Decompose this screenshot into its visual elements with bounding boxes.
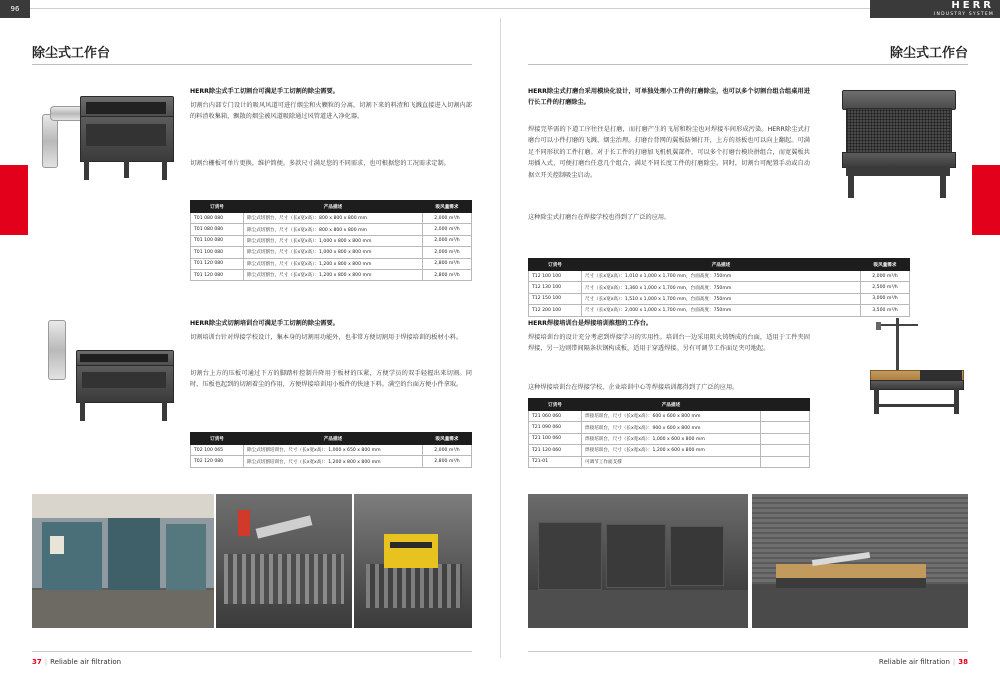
photo-grinding-benches-row (528, 494, 748, 628)
left-section1-para2: 切割台栅板可单片更换，维护简便。多款尺寸满足您的不同需求，也可根据您的工况需求定制。 (190, 160, 450, 167)
right-section1-para1: 焊接完毕需的下道工序往往是打磨，而打磨产生的飞屑和粉尘也对焊接车间形成污染。HERR除尘式打磨台可以小件打磨的飞溅、烟尘治理。打磨台背网的翼板防倾打开，上方的基板也可以向上翻起。可满足不同形状的工件打磨。对于长工件的打磨加飞机机翼部件，可以多个打磨台模块拼组合，而宽翼板共用插入式，可便打磨台任意几个组合，满足不同长度工件的打磨除尘。同时，切割台可配置手动或自动据立开关控制吸尘启动。 (528, 126, 810, 179)
product-image-grinding-bench (828, 84, 968, 204)
th-order-no: 订货号 (529, 259, 582, 271)
cell-description: 焊接培训台，尺寸（长x宽x高）：1,200 x 600 x 800 mm (582, 445, 761, 456)
page-header (0, 0, 1000, 18)
th-order-no: 订货号 (529, 399, 582, 411)
photo-workshop-booths (32, 494, 214, 628)
right-title-underline (528, 64, 968, 65)
th-order-no: 订货号 (191, 201, 244, 213)
cell-description: 除尘式切割台，尺寸（长x宽x高）：1,000 x 800 x 800 mm (244, 247, 423, 258)
cell-description: 尺寸（长x宽x高）：1,010 x 1,000 x 1,700 mm，台面高度：750mm (582, 271, 861, 282)
photo-clamp-device (354, 494, 472, 628)
cell-order-no: T01 080 080 (191, 224, 244, 235)
cell-order-no: T02 100 065 (191, 445, 244, 456)
right-section2-lead: HERR焊接培训台是焊接培训推想的工作台。 (528, 320, 653, 327)
cell-extra (761, 456, 810, 467)
cell-description: 除尘式切割台，尺寸（长x宽x高）：1,200 x 800 x 800 mm (244, 258, 423, 269)
th-description: 产品描述 (244, 433, 423, 445)
cell-description: 除尘式切割台，尺寸（长x宽x高）：1,000 x 800 x 800 mm (244, 235, 423, 246)
cell-order-no: T01 120 080 (191, 258, 244, 269)
table-row (191, 224, 472, 235)
cell-airflow: 2,000 m³/h (423, 213, 472, 224)
cell-order-no: T01 120 080 (191, 269, 244, 280)
cell-description: 焊接培训台，尺寸（长x宽x高）：900 x 600 x 800 mm (582, 422, 761, 433)
left-title-underline (32, 64, 472, 65)
cell-description: 除尘式切割台，尺寸（长x宽x高）：800 x 800 x 800 mm (244, 224, 423, 235)
table-row (529, 305, 910, 316)
cell-airflow: 3,500 m³/h (861, 305, 910, 316)
cell-extra (761, 422, 810, 433)
right-footer-text: Reliable air filtration (878, 658, 950, 666)
cell-description: 焊接培训台，尺寸（长x宽x高）：600 x 600 x 800 mm (582, 411, 761, 422)
left-page-title: 除尘式工作台 (32, 46, 111, 61)
photo-cutting-torch (216, 494, 352, 628)
brand-name: HERR (951, 0, 994, 11)
table-row (191, 213, 472, 224)
cell-order-no: T01 080 080 (191, 213, 244, 224)
product-image-welding-training-table (856, 318, 976, 438)
cell-description: 可调节工作面支撑 (582, 456, 761, 467)
cell-order-no: T12 100 100 (529, 271, 582, 282)
cell-airflow: 2,800 m³/h (423, 269, 472, 280)
right-footer-rule (528, 651, 968, 652)
cell-order-no: T21 090 060 (529, 422, 582, 433)
th-description: 产品描述 (582, 259, 861, 271)
cell-airflow: 2,800 m³/h (423, 258, 472, 269)
th-extra (761, 399, 810, 411)
cell-airflow: 2,000 m³/h (423, 445, 472, 456)
right-section1-para2: 这种除尘式打磨台在焊接学校也得到了广泛的应用。 (528, 214, 671, 221)
table-header-row (191, 433, 472, 445)
table-header-row (529, 399, 810, 411)
cell-airflow: 2,000 m³/h (423, 235, 472, 246)
th-description: 产品描述 (244, 201, 423, 213)
cell-order-no: T01 100 080 (191, 235, 244, 246)
red-tab-right (972, 165, 1000, 235)
left-section1-lead: HERR除尘式手工切割台可满足手工切割的除尘需要。 (190, 88, 339, 95)
table-header-row (191, 201, 472, 213)
right-footer: Reliable air filtration | 38 (878, 658, 968, 666)
th-order-no: 订货号 (191, 433, 244, 445)
table-row (529, 271, 910, 282)
cell-airflow: 2,000 m³/h (861, 271, 910, 282)
product-image-training-cutting-table (40, 310, 180, 430)
right-spec-table-1 (528, 258, 910, 317)
left-footer-rule (32, 651, 472, 652)
cell-extra (761, 433, 810, 444)
table-row (191, 235, 472, 246)
left-footer: 37 | Reliable air filtration (32, 658, 122, 666)
th-airflow: 吸风量需求 (861, 259, 910, 271)
left-page-number: 37 (32, 658, 42, 666)
cell-order-no: T12 200 100 (529, 305, 582, 316)
right-page-number: 38 (958, 658, 968, 666)
cell-order-no: T21 100 060 (529, 433, 582, 444)
table-row (529, 293, 910, 304)
table-row (529, 456, 810, 467)
cell-airflow: 2,000 m³/h (423, 224, 472, 235)
left-section2-para2: 切割台上方的压板可通过下方的脚踏杆控制升降用于板材的压紧，方便学员的双手轻握出来切割。同时，压板也起到的切割着尘的作用，方便焊接培训用小板件的快速下料。满空的台面方便小件拿取。 (190, 370, 472, 389)
header-page-mark: 96 (10, 5, 20, 13)
table-row (529, 282, 910, 293)
th-airflow: 吸风量需求 (423, 201, 472, 213)
cell-airflow: 2,000 m³/h (423, 247, 472, 258)
product-image-cutting-table (40, 80, 180, 190)
right-section1-lead: HERR除尘式打磨台采用模块化设计，可单独处理小工件的打磨除尘，也可以多个切割台组合组桌用进行长工件的打磨除尘。 (528, 88, 810, 107)
cell-extra (761, 411, 810, 422)
cell-description: 除尘式切割培训台，尺寸（长x宽x高）：1,000 x 650 x 800 mm (244, 445, 423, 456)
brand-subtitle: INDUSTRY SYSTEM (933, 12, 994, 17)
cell-order-no: T21-01 (529, 456, 582, 467)
table-row (529, 411, 810, 422)
cell-extra (761, 445, 810, 456)
cell-airflow: 3,000 m³/h (861, 293, 910, 304)
th-airflow: 吸风量需求 (423, 433, 472, 445)
table-row (191, 445, 472, 456)
table-row (191, 456, 472, 467)
cell-order-no: T02 120 080 (191, 456, 244, 467)
cell-order-no: T21 060 060 (529, 411, 582, 422)
cell-description: 除尘式切割台，尺寸（长x宽x高）：1,200 x 800 x 800 mm (244, 269, 423, 280)
cell-description: 焊接培训台，尺寸（长x宽x高）：1,000 x 600 x 800 mm (582, 433, 761, 444)
table-row (529, 433, 810, 444)
left-footer-text: Reliable air filtration (50, 658, 122, 666)
table-row (529, 445, 810, 456)
cell-order-no: T21 120 060 (529, 445, 582, 456)
cell-description: 除尘式切割台，尺寸（长x宽x高）：800 x 800 x 800 mm (244, 213, 423, 224)
cell-order-no: T12 130 100 (529, 282, 582, 293)
table-row (529, 422, 810, 433)
right-section2-para1: 焊接培训台的设计充分考虑到焊接学习的实用性。培训台一边采用阻火铸锈成的台面，适用于工件夹固焊接，另一边则带间隔条状钢构成板，适用于穿透焊接。另有可调节工作面足夹可地起。 (528, 334, 810, 353)
cell-airflow: 2,500 m³/h (861, 282, 910, 293)
cell-description: 除尘式切割培训台，尺寸（长x宽x高）：1,200 x 800 x 800 mm (244, 456, 423, 467)
cell-description: 尺寸（长x宽x高）：2,000 x 1,000 x 1,700 mm，台面高度：750mm (582, 305, 861, 316)
right-page-title: 除尘式工作台 (889, 46, 968, 61)
right-spec-table-2 (528, 398, 810, 468)
table-header-row (529, 259, 910, 271)
cell-description: 尺寸（长x宽x高）：1,360 x 1,000 x 1,700 mm，台面高度：750mm (582, 282, 861, 293)
cell-description: 尺寸（长x宽x高）：1,510 x 1,000 x 1,700 mm，台面高度：750mm (582, 293, 861, 304)
brand-logo (934, 1, 994, 18)
cell-order-no: T01 100 080 (191, 247, 244, 258)
cell-airflow: 2,800 m³/h (423, 456, 472, 467)
header-rule (30, 8, 870, 9)
left-section2-lead: HERR除尘式切割培训台可满足手工切割的除尘需要。 (190, 320, 339, 327)
table-row (191, 247, 472, 258)
table-row (191, 269, 472, 280)
left-spec-table-1 (190, 200, 472, 281)
left-spec-table-2 (190, 432, 472, 468)
left-section2-para1: 切割培训台针对焊接学校设计，集本身的切割用功能外，也非常方便切割用于焊接培训的板材小料。 (190, 334, 463, 341)
photo-welding-training-station (752, 494, 968, 628)
cell-order-no: T12 150 100 (529, 293, 582, 304)
page-spine (500, 18, 501, 658)
red-tab-left (0, 165, 28, 235)
left-section1-para1: 切割台内部专门设计的吸风风道可进行烟尘和火颗粒的分离，切割下来的料渣和飞溅直接进入切割内部的料渣收集箱，飘散的烟尘被风道吸除通过风管道进入净化器。 (190, 102, 472, 121)
th-description: 产品描述 (582, 399, 761, 411)
right-section2-para2: 这种焊接培训台在焊接学校、企业培训中心等焊接培训都得到了广泛的应用。 (528, 384, 739, 391)
table-row (191, 258, 472, 269)
